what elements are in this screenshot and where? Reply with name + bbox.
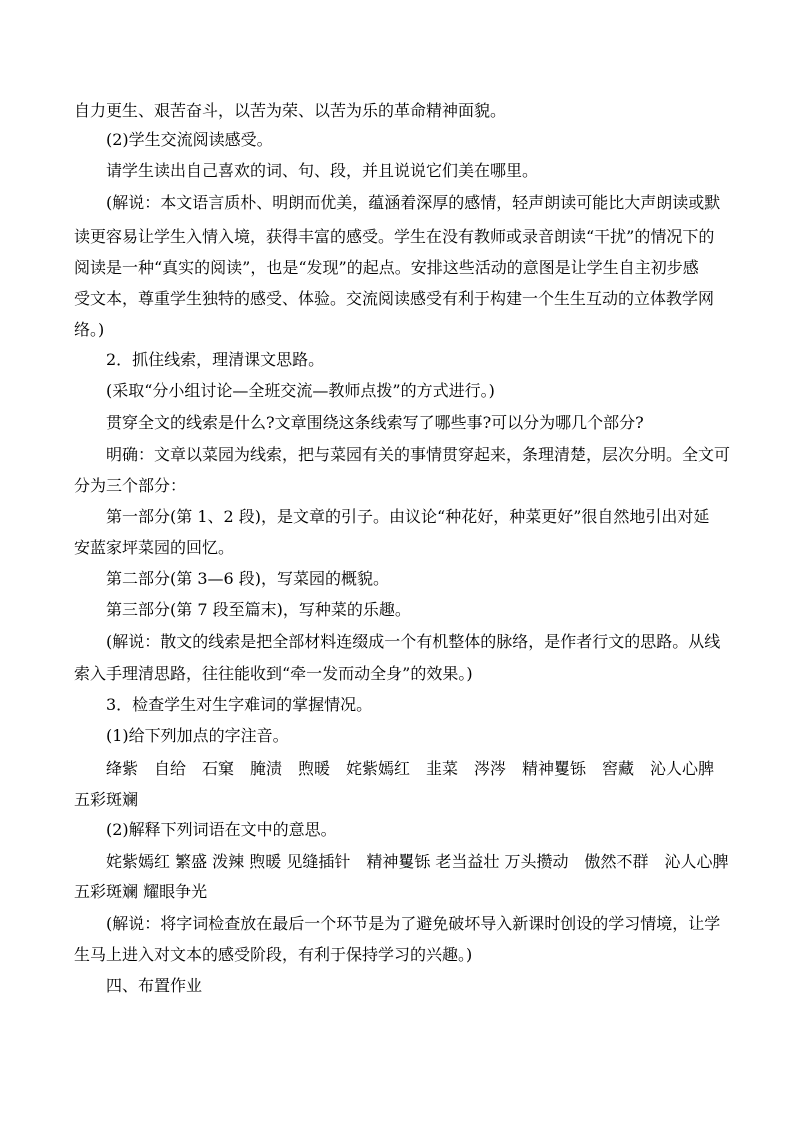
text-line-commentary-3-line-2: 生马上进入对文本的感受阶段，有利于保持学习的兴趣。)	[74, 945, 473, 964]
text-line-read-favorites: 请学生读出自己喜欢的词、句、段，并且说说它们美在哪里。	[106, 161, 539, 180]
text-line-part-1-line-2: 安蓝家坪菜园的回忆。	[74, 538, 235, 557]
text-line-part-2: 第二部分(第 3—6 段)，写菜园的概貌。	[106, 569, 390, 588]
text-line-commentary-2-line-1: (解说：散文的线索是把全部材料连缀成一个有机整体的脉络，是作者行文的思路。从线	[106, 632, 721, 651]
text-line-commentary-2-line-2: 索入手理清思路，往往能收到“牵一发而动全身”的效果。)	[74, 664, 473, 683]
text-line-pronunciation-task: (1)给下列加点的字注音。	[106, 726, 289, 745]
text-line-commentary-1-line-3: 阅读是一种“真实的阅读”，也是“发现”的起点。安排这些活动的意图是让学生自主初步感	[74, 258, 699, 277]
text-line-section-3-heading: 3．检查学生对生字难词的掌握情况。	[106, 695, 373, 714]
text-line-answer-line-1: 明确：文章以菜园为线索，把与菜园有关的事情贯穿起来，条理清楚，层次分明。全文可	[106, 445, 731, 464]
text-line-commentary-1-line-4: 受文本，尊重学生独特的感受、体验。交流阅读感受有利于构建一个生生互动的立体教学网	[74, 289, 715, 308]
text-line-pronunciation-words-2: 五彩斑斓	[74, 790, 139, 809]
text-line-meaning-task: (2)解释下列词语在文中的意思。	[106, 820, 337, 839]
text-line-pronunciation-words-1: 绛紫 自给 石窠 腌渍 煦暖 姹紫嫣红 韭菜 涔涔 精神矍铄 窖藏 沁人心脾	[106, 759, 715, 778]
text-line-part-3: 第三部分(第 7 段至篇末)，写种菜的乐趣。	[106, 600, 411, 619]
text-line-method-note: (采取“分小组讨论—全班交流—教师点拨”的方式进行。)	[106, 381, 495, 400]
text-line-commentary-1-line-2: 读更容易让学生入情入境，获得丰富的感受。学生在没有教师或录音朗读“干扰”的情况下的	[74, 227, 715, 246]
text-line-clue-question: 贯穿全文的线索是什么?文章围绕这条线索写了哪些事?可以分为哪几个部分?	[106, 413, 644, 432]
text-line-commentary-1-line-5: 络。)	[74, 320, 105, 339]
text-line-commentary-3-line-1: (解说：将字词检查放在最后一个环节是为了避免破坏导入新课时创设的学习情境，让学	[106, 914, 721, 933]
text-line-meaning-words-1: 姹紫嫣红 繁盛 泼辣 煦暖 见缝插针 精神矍铄 老当益壮 万头攒动 傲然不群 沁人心脾	[106, 852, 729, 871]
text-line-section-4-heading: 四、布置作业	[106, 976, 203, 995]
text-line-revolutionary-spirit: 自力更生、艰苦奋斗，以苦为荣、以苦为乐的革命精神面貌。	[74, 101, 507, 120]
text-line-commentary-1-line-1: (解说：本文语言质朴、明朗而优美，蕴涵着深厚的感情，轻声朗读可能比大声朗读或默	[106, 193, 721, 212]
text-line-part-1-line-1: 第一部分(第 1、2 段)，是文章的引子。由议论“种花好，种菜更好”很自然地引出对延	[106, 507, 710, 526]
text-line-answer-line-2: 分为三个部分：	[74, 476, 187, 495]
text-line-meaning-words-2: 五彩斑斓 耀眼争光	[74, 882, 208, 901]
text-line-reading-feedback-heading: (2)学生交流阅读感受。	[106, 130, 273, 149]
text-line-section-2-heading: 2．抓住线索，理清课文思路。	[106, 350, 325, 369]
